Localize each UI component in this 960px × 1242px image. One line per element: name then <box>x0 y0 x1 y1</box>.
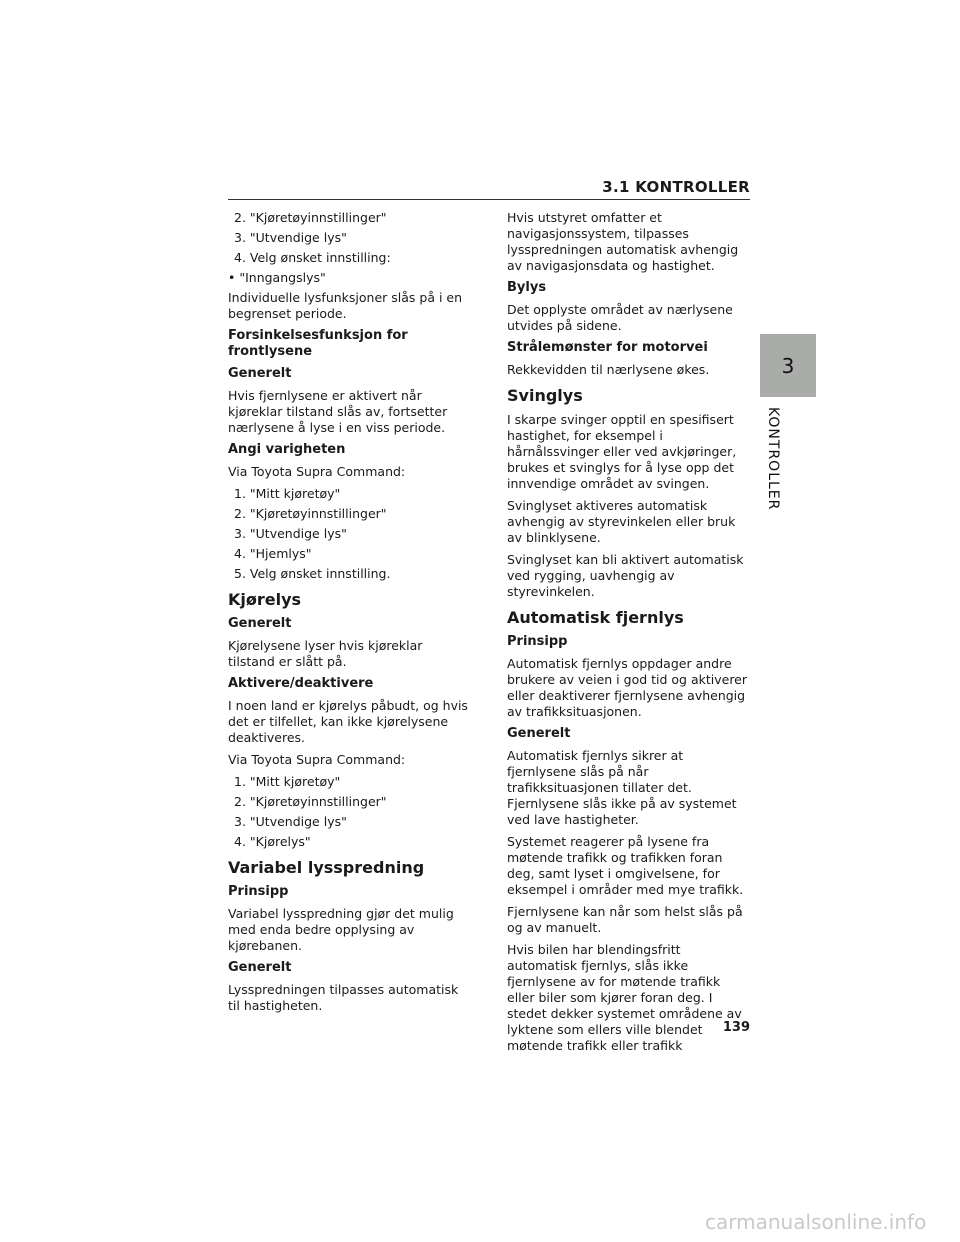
section-header: 3.1 KONTROLLER <box>602 178 750 196</box>
paragraph: Variabel lysspredning gjør det mulig med enda bedre opplysing av kjørebanen. <box>228 906 454 953</box>
list-item: 1. "Mitt kjøretøy" <box>234 486 341 501</box>
left-column <box>228 210 472 1020</box>
paragraph: Via Toyota Supra Command: <box>228 752 406 767</box>
paragraph: Lysspredningen tilpasses automatisk til hastigheten. <box>228 982 459 1013</box>
paragraph: Automatisk fjernlys oppdager andre brukere av veien i god tid og aktiverer eller deaktiverer fjernlysene avhengig av trafikksituasjonen. <box>507 656 748 719</box>
subheading: Prinsipp <box>507 634 568 649</box>
paragraph: Hvis bilen har blendingsfritt automatisk fjernlys, slås ikke fjernlysene av for møtende trafikk eller biler som kjører foran deg. I stedet dekker systemet områdene av lyktene som ellers ville blendet møtende trafikk eller trafikk <box>507 942 742 1053</box>
list-item: 4. Velg ønsket innstilling: <box>234 250 391 265</box>
list-item: 1. "Mitt kjøretøy" <box>234 774 341 789</box>
subheading: Angi varigheten <box>228 442 346 457</box>
paragraph: Fjernlysene kan når som helst slås på og av manuelt. <box>507 904 743 935</box>
subheading: Prinsipp <box>228 884 289 899</box>
list-item: 2. "Kjøretøyinnstillinger" <box>234 506 387 521</box>
heading: Kjørelys <box>228 590 302 609</box>
paragraph: I skarpe svinger opptil en spesifisert hastighet, for eksempel i hårnålssvinger eller ved avkjøringer, brukes et svinglys for å lyse opp det innvendige området av svingen. <box>507 412 737 491</box>
right-column <box>507 210 751 1060</box>
list-item: 3. "Utvendige lys" <box>234 814 347 829</box>
header-divider <box>228 199 750 200</box>
subheading: Generelt <box>507 726 571 741</box>
bullet-item: • "Inngangslys" <box>228 270 326 285</box>
paragraph: Via Toyota Supra Command: <box>228 464 406 479</box>
subheading: Strålemønster for motorvei <box>507 340 708 355</box>
subheading: Generelt <box>228 616 292 631</box>
subheading: Aktivere/deaktivere <box>228 676 374 691</box>
subheading: Forsinkelsesfunksjon for frontlysene <box>228 328 408 359</box>
paragraph: Kjørelysene lyser hvis kjøreklar tilstand er slått på. <box>228 638 423 669</box>
paragraph: Automatisk fjernlys sikrer at fjernlysene slås på når trafikksituasjonen tillater det. Fjernlysene slås ikke på av systemet ved lave hastigheter. <box>507 748 737 827</box>
paragraph: Hvis fjernlysene er aktivert når kjøreklar tilstand slås av, fortsetter nærlysene å lyse i en viss periode. <box>228 388 448 435</box>
paragraph: Hvis utstyret omfatter et navigasjonssystem, tilpasses lysspredningen automatisk avhengig av navigasjonsdata og hastighet. <box>507 210 739 273</box>
page-number: 139 <box>722 1020 750 1035</box>
paragraph: Svinglyset kan bli aktivert automatisk ved rygging, uavhengig av styrevinkelen. <box>507 552 744 599</box>
paragraph: I noen land er kjørelys påbudt, og hvis det er tilfellet, kan ikke kjørelysene deaktiveres. <box>228 698 468 745</box>
heading: Svinglys <box>507 386 583 405</box>
paragraph: Individuelle lysfunksjoner slås på i en begrenset periode. <box>228 290 463 321</box>
list-item: 4. "Hjemlys" <box>234 546 312 561</box>
paragraph: Systemet reagerer på lysene fra møtende trafikk og trafikken foran deg, samt lyset i omgivelsene, for eksempel i områder med mye trafikk. <box>507 834 744 897</box>
watermark: carmanualsonline.info <box>705 1210 927 1234</box>
paragraph: Svinglyset aktiveres automatisk avhengig av styrevinkelen eller bruk av blinklysene. <box>507 498 736 545</box>
chapter-tab <box>760 334 816 397</box>
list-item: 2. "Kjøretøyinnstillinger" <box>234 210 387 225</box>
heading: Variabel lysspredning <box>228 858 425 877</box>
list-item: 3. "Utvendige lys" <box>234 230 347 245</box>
chapter-number: 3 <box>781 353 795 378</box>
paragraph: Det opplyste området av nærlysene utvides på sidene. <box>507 302 733 333</box>
list-item: 2. "Kjøretøyinnstillinger" <box>234 794 387 809</box>
list-item: 4. "Kjørelys" <box>234 834 311 849</box>
subheading: Generelt <box>228 960 292 975</box>
subheading: Generelt <box>228 366 292 381</box>
heading: Automatisk fjernlys <box>507 608 684 627</box>
list-item: 3. "Utvendige lys" <box>234 526 347 541</box>
paragraph: Rekkevidden til nærlysene økes. <box>507 362 710 377</box>
list-item: 5. Velg ønsket innstilling. <box>234 566 391 581</box>
subheading: Bylys <box>507 280 547 295</box>
chapter-side-label: KONTROLLER <box>765 407 781 511</box>
